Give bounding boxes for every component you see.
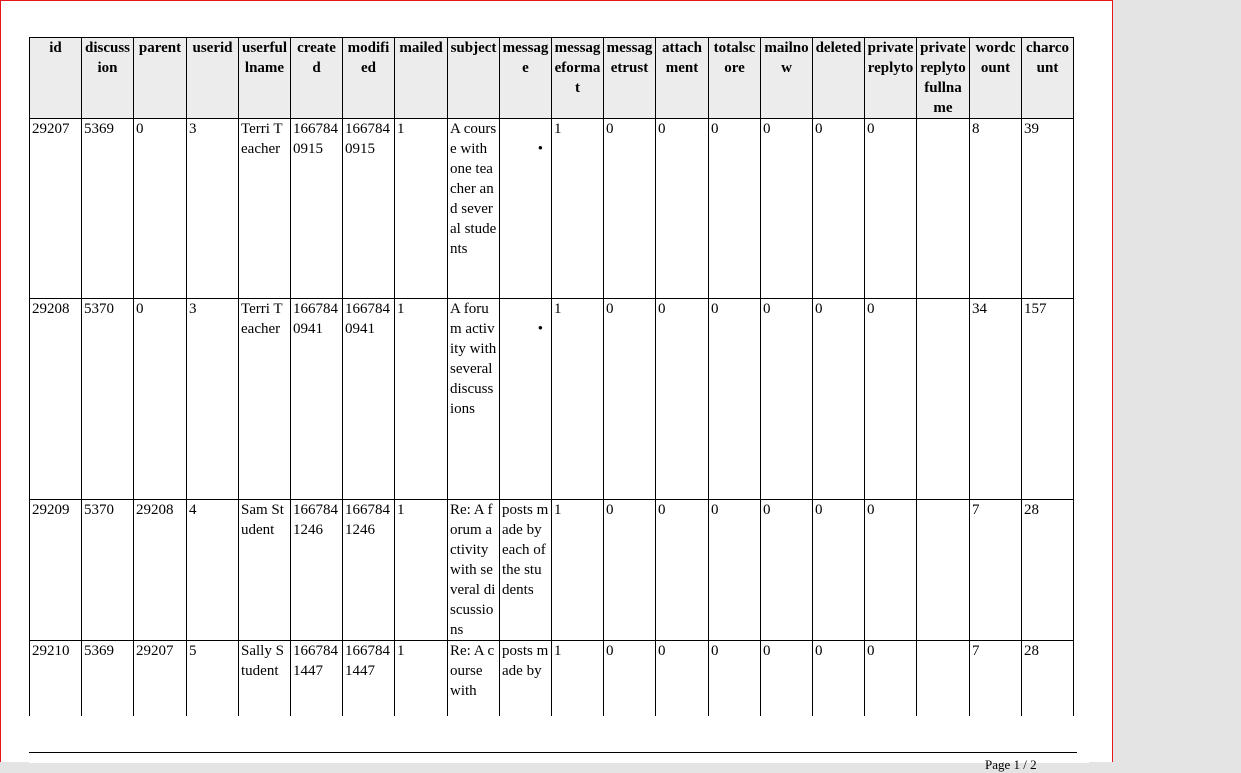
cell-mailed: 1 [395, 119, 448, 299]
cell-deleted: 0 [813, 299, 865, 500]
column-header-deleted: deleted [813, 38, 865, 119]
column-header-id: id [30, 38, 82, 119]
cell-totalscore: 0 [709, 500, 761, 641]
cell-created: 1667841447 [291, 641, 343, 721]
column-header-discussion: discussion [82, 38, 134, 119]
cell-messagetrust: 0 [604, 299, 656, 500]
column-header-mailed: mailed [395, 38, 448, 119]
cell-subject: A forum activity with several discussions [448, 299, 500, 500]
cell-messageformat: 1 [552, 641, 604, 721]
cell-userfullname: Terri Teacher [239, 299, 291, 500]
column-header-mailnow: mailnow [761, 38, 813, 119]
cell-messageformat: 1 [552, 119, 604, 299]
cell-subject: Re: A course with [448, 641, 500, 721]
cell-subject: Re: A forum activity with several discussions [448, 500, 500, 641]
cell-wordcount: 34 [970, 299, 1022, 500]
cell-message [500, 299, 552, 500]
cell-created: 1667840941 [291, 299, 343, 500]
cell-totalscore: 0 [709, 119, 761, 299]
cell-parent: 29207 [134, 641, 187, 721]
cell-deleted: 0 [813, 641, 865, 721]
cell-userfullname: Terri Teacher [239, 119, 291, 299]
cell-discussion: 5369 [82, 119, 134, 299]
cell-totalscore: 0 [709, 641, 761, 721]
column-header-message: message [500, 38, 552, 119]
column-header-attachment: attachment [656, 38, 709, 119]
cell-totalscore: 0 [709, 299, 761, 500]
cell-wordcount: 8 [970, 119, 1022, 299]
cell-privatereplyto: 0 [865, 641, 917, 721]
cell-userfullname: Sam Student [239, 500, 291, 641]
bullet-list-marker: • [537, 321, 543, 337]
cell-parent: 0 [134, 299, 187, 500]
cell-parent: 29208 [134, 500, 187, 641]
cell-deleted: 0 [813, 119, 865, 299]
column-header-wordcount: wordcount [970, 38, 1022, 119]
cell-modified: 1667840941 [343, 299, 395, 500]
column-header-totalscore: totalscore [709, 38, 761, 119]
cell-discussion: 5370 [82, 299, 134, 500]
cell-parent: 0 [134, 119, 187, 299]
cell-privatereplyto: 0 [865, 299, 917, 500]
column-header-messagetrust: messagetrust [604, 38, 656, 119]
column-header-privatereplyto: privatereplyto [865, 38, 917, 119]
cell-attachment: 0 [656, 119, 709, 299]
cell-message [500, 119, 552, 299]
table-row [30, 119, 1074, 299]
cell-charcount: 28 [1022, 500, 1074, 641]
cell-mailed: 1 [395, 641, 448, 721]
cell-charcount: 157 [1022, 299, 1074, 500]
bullet-list-marker: • [537, 141, 543, 157]
column-header-messageformat: messageformat [552, 38, 604, 119]
cell-wordcount: 7 [970, 641, 1022, 721]
cell-mailnow: 0 [761, 641, 813, 721]
cell-id: 29208 [30, 299, 82, 500]
cell-privatereplytofullname [917, 500, 970, 641]
cell-message: posts made by [500, 641, 552, 721]
column-header-created: created [291, 38, 343, 119]
cell-created: 1667840915 [291, 119, 343, 299]
cell-messageformat: 1 [552, 500, 604, 641]
cell-charcount: 39 [1022, 119, 1074, 299]
table-row [30, 641, 1074, 721]
cell-messagetrust: 0 [604, 500, 656, 641]
cell-userid: 3 [187, 119, 239, 299]
cell-mailed: 1 [395, 500, 448, 641]
cell-privatereplytofullname [917, 119, 970, 299]
cell-attachment: 0 [656, 641, 709, 721]
header-row [30, 38, 1074, 119]
cell-deleted: 0 [813, 500, 865, 641]
cell-id: 29210 [30, 641, 82, 721]
cell-messagetrust: 0 [604, 119, 656, 299]
cell-attachment: 0 [656, 299, 709, 500]
cell-message: posts made by each of the students [500, 500, 552, 641]
table-row [30, 500, 1074, 641]
column-header-userid: userid [187, 38, 239, 119]
cell-privatereplyto: 0 [865, 500, 917, 641]
cell-userfullname: Sally Student [239, 641, 291, 721]
cell-userid: 4 [187, 500, 239, 641]
cell-wordcount: 7 [970, 500, 1022, 641]
forum-posts-table [29, 37, 1074, 721]
page-number: Page 1 / 2 [985, 757, 1037, 772]
cell-discussion: 5370 [82, 500, 134, 641]
cell-id: 29209 [30, 500, 82, 641]
cell-modified: 1667841246 [343, 500, 395, 641]
column-header-modified: modified [343, 38, 395, 119]
cell-privatereplytofullname [917, 299, 970, 500]
cell-messageformat: 1 [552, 299, 604, 500]
cell-charcount: 28 [1022, 641, 1074, 721]
cell-discussion: 5369 [82, 641, 134, 721]
cell-mailed: 1 [395, 299, 448, 500]
column-header-subject: subject [448, 38, 500, 119]
viewer-background [1113, 0, 1241, 762]
footer-divider [29, 752, 1077, 753]
column-header-parent: parent [134, 38, 187, 119]
cell-messagetrust: 0 [604, 641, 656, 721]
cell-mailnow: 0 [761, 299, 813, 500]
cell-privatereplyto: 0 [865, 119, 917, 299]
cell-created: 1667841246 [291, 500, 343, 641]
cell-modified: 1667841447 [343, 641, 395, 721]
cell-attachment: 0 [656, 500, 709, 641]
cell-userid: 5 [187, 641, 239, 721]
cell-mailnow: 0 [761, 119, 813, 299]
cell-mailnow: 0 [761, 500, 813, 641]
column-header-userfullname: userfullname [239, 38, 291, 119]
cell-userid: 3 [187, 299, 239, 500]
page-bottom-margin [29, 716, 1089, 763]
cell-id: 29207 [30, 119, 82, 299]
column-header-privatereplytofullname: privatereplytofullname [917, 38, 970, 119]
cell-privatereplytofullname [917, 641, 970, 721]
cell-subject: A course with one teacher and several students [448, 119, 500, 299]
cell-modified: 1667840915 [343, 119, 395, 299]
column-header-charcount: charcount [1022, 38, 1074, 119]
table-row [30, 299, 1074, 500]
